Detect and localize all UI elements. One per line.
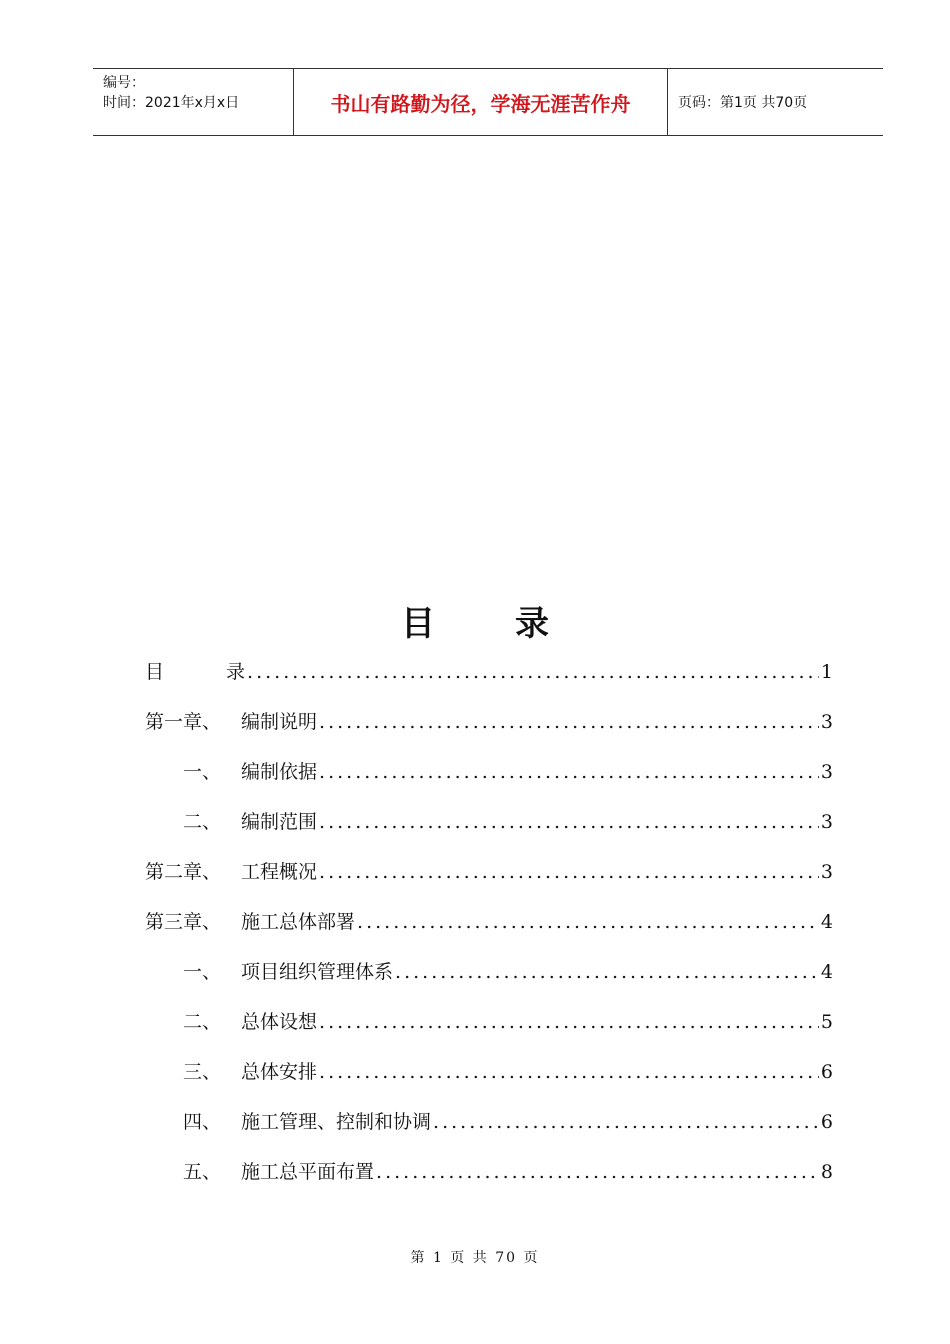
toc-dot-leader bbox=[376, 1150, 819, 1194]
table-of-contents bbox=[145, 650, 833, 1200]
toc-entry-label: 录 bbox=[226, 661, 246, 683]
toc-entry-label: 编制范围 bbox=[241, 811, 318, 833]
toc-title: 目录 bbox=[401, 604, 629, 644]
toc-dot-leader bbox=[433, 1100, 819, 1144]
toc-entry[interactable] bbox=[145, 1000, 833, 1050]
toc-dot-leader bbox=[247, 650, 819, 694]
toc-entry-number: 第二章、 bbox=[145, 861, 222, 883]
toc-entry-page: 3 bbox=[820, 761, 833, 783]
toc-entry-label: 编制说明 bbox=[241, 711, 318, 733]
page-footer: 第 1 页 共 70 页 bbox=[410, 1250, 540, 1266]
toc-entry[interactable] bbox=[145, 700, 833, 750]
toc-dot-leader bbox=[395, 950, 819, 994]
header-meta-cell bbox=[93, 69, 294, 135]
toc-entry-page: 8 bbox=[820, 1161, 833, 1183]
toc-dot-leader bbox=[319, 1050, 819, 1094]
toc-entry-label: 编制依据 bbox=[241, 761, 318, 783]
toc-entry[interactable] bbox=[145, 750, 833, 800]
toc-entry[interactable] bbox=[145, 800, 833, 850]
toc-entry-number: 二、 bbox=[183, 811, 222, 833]
header-page-info: 页码：第1页 共70页 bbox=[678, 95, 808, 111]
header-motto: 书山有路勤为径，学海无涯苦作舟 bbox=[294, 69, 668, 135]
toc-entry-page: 1 bbox=[820, 661, 833, 683]
toc-entry-number: 五、 bbox=[183, 1161, 222, 1183]
document-time-label: 时间：2021年x月x日 bbox=[103, 95, 240, 111]
toc-entry-page: 3 bbox=[820, 811, 833, 833]
toc-entry-number: 三、 bbox=[183, 1061, 222, 1083]
toc-entry-label: 总体设想 bbox=[241, 1011, 318, 1033]
toc-entry-number: 第一章、 bbox=[145, 711, 222, 733]
toc-entry-page: 4 bbox=[820, 961, 833, 983]
toc-entry-label: 工程概况 bbox=[241, 861, 318, 883]
toc-entry-page: 3 bbox=[820, 861, 833, 883]
header-table bbox=[93, 68, 883, 136]
document-number-label: 编号： bbox=[103, 75, 145, 91]
toc-entry-label: 项目组织管理体系 bbox=[241, 961, 394, 983]
toc-entry[interactable] bbox=[145, 1050, 833, 1100]
toc-entry-page: 4 bbox=[820, 911, 833, 933]
toc-entry-page: 6 bbox=[820, 1111, 833, 1133]
toc-entry-label: 施工总平面布置 bbox=[241, 1161, 375, 1183]
toc-entry[interactable] bbox=[145, 1100, 833, 1150]
toc-entry-number: 一、 bbox=[183, 761, 222, 783]
toc-entry-page: 6 bbox=[820, 1061, 833, 1083]
toc-entry-number: 目 bbox=[145, 661, 165, 683]
toc-dot-leader bbox=[357, 900, 819, 944]
toc-entry-label: 总体安排 bbox=[241, 1061, 318, 1083]
toc-entry-number: 第三章、 bbox=[145, 911, 222, 933]
toc-entry-number: 二、 bbox=[183, 1011, 222, 1033]
toc-entry-label: 施工管理、控制和协调 bbox=[241, 1111, 432, 1133]
toc-entry[interactable] bbox=[145, 950, 833, 1000]
toc-entry[interactable] bbox=[145, 650, 833, 700]
toc-entry-number: 一、 bbox=[183, 961, 222, 983]
toc-entry[interactable] bbox=[145, 850, 833, 900]
toc-dot-leader bbox=[319, 800, 819, 844]
toc-entry-page: 5 bbox=[820, 1011, 833, 1033]
toc-dot-leader bbox=[319, 1000, 819, 1044]
toc-dot-leader bbox=[319, 700, 819, 744]
toc-entry-label: 施工总体部署 bbox=[241, 911, 356, 933]
toc-entry-number: 四、 bbox=[183, 1111, 222, 1133]
toc-entry-page: 3 bbox=[820, 711, 833, 733]
toc-entry[interactable] bbox=[145, 1150, 833, 1200]
toc-entry[interactable] bbox=[145, 900, 833, 950]
toc-dot-leader bbox=[319, 850, 819, 894]
toc-dot-leader bbox=[319, 750, 819, 794]
